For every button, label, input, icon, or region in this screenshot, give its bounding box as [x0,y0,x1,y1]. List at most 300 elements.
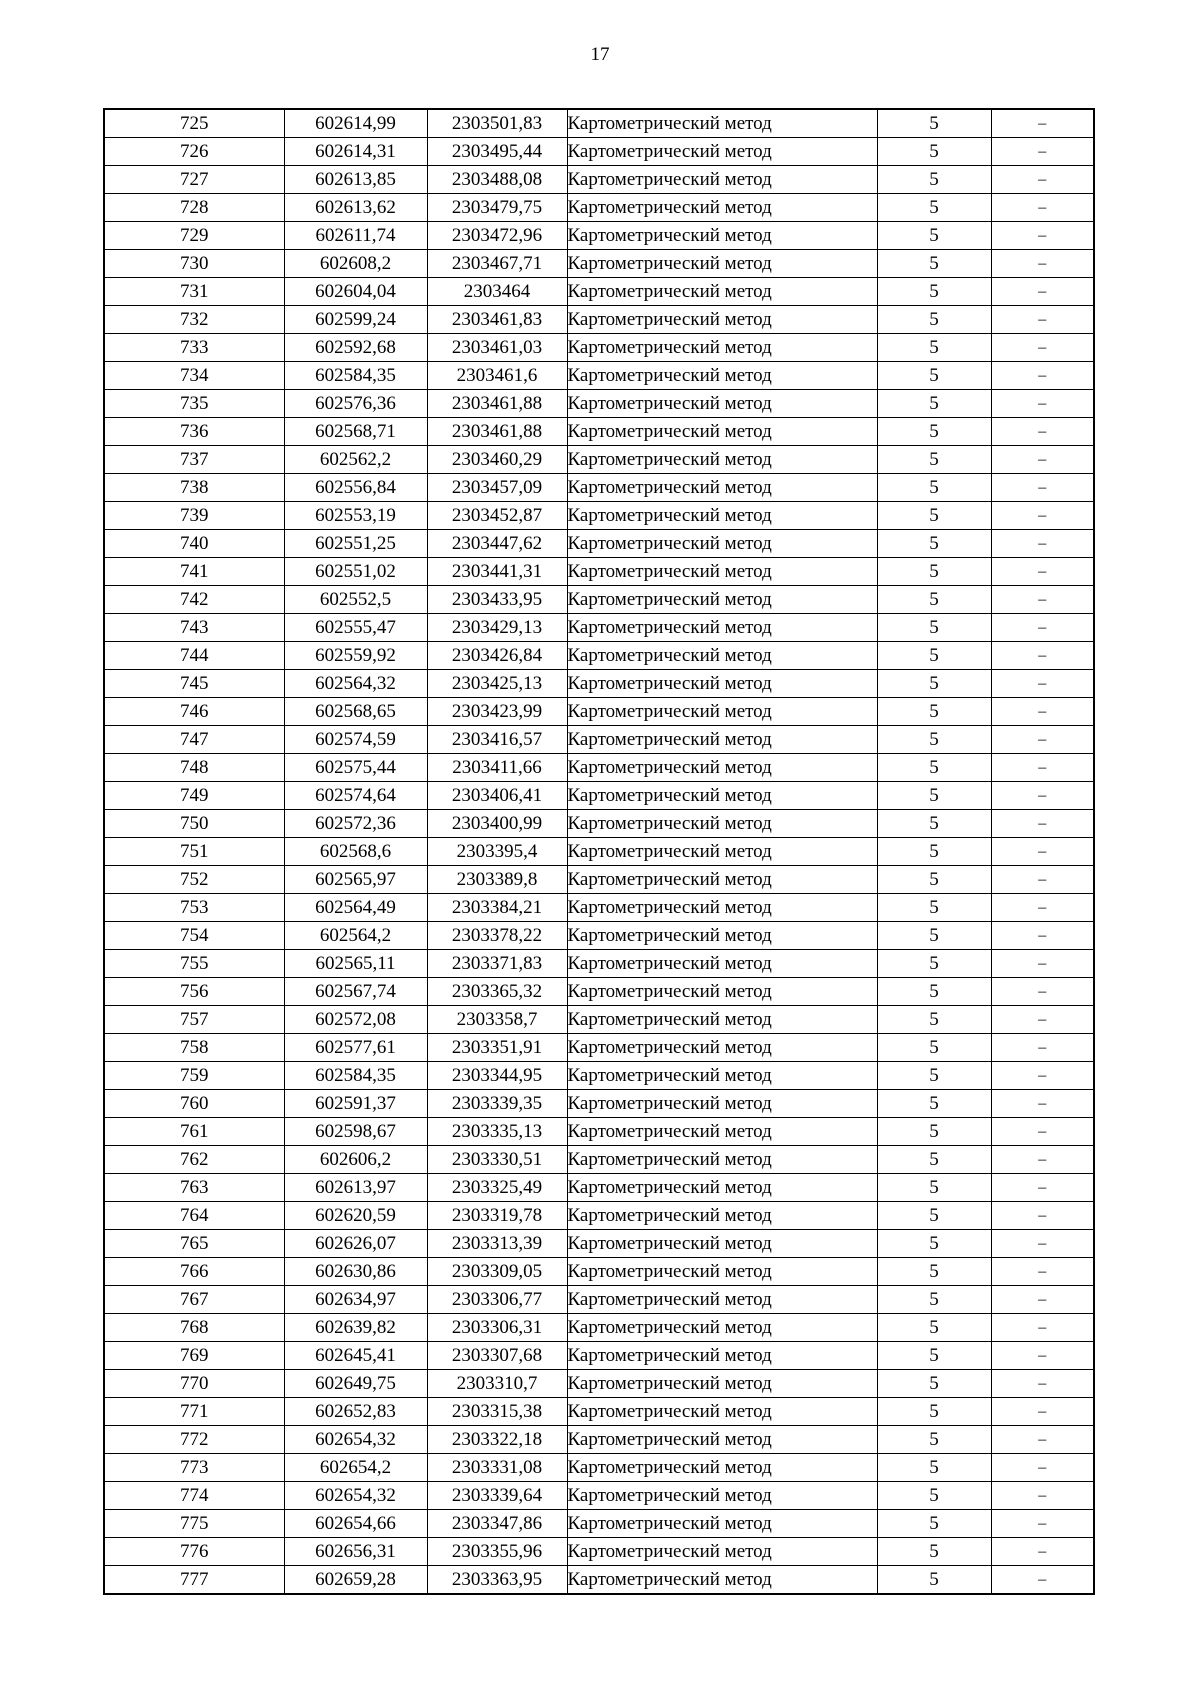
description-cell [991,1342,1094,1370]
x-coordinate-cell: 602584,35 [284,362,427,390]
y-coordinate-cell: 2303344,95 [427,1062,567,1090]
dash-mark: – [1038,451,1047,468]
x-coordinate-cell: 602564,2 [284,922,427,950]
dash-mark: – [1038,311,1047,328]
y-coordinate-cell: 2303365,32 [427,978,567,1006]
description-cell [991,418,1094,446]
x-coordinate-cell: 602659,28 [284,1566,427,1595]
point-number-cell: 755 [104,950,284,978]
x-coordinate-cell: 602630,86 [284,1258,427,1286]
accuracy-cell: 5 [877,894,991,922]
x-coordinate-cell: 602604,04 [284,278,427,306]
x-coordinate-cell: 602592,68 [284,334,427,362]
accuracy-cell: 5 [877,194,991,222]
method-cell: Картометрический метод [567,166,877,194]
y-coordinate-cell: 2303472,96 [427,222,567,250]
accuracy-cell: 5 [877,1146,991,1174]
description-cell [991,1538,1094,1566]
method-cell: Картометрический метод [567,1090,877,1118]
table-row [104,838,1094,866]
accuracy-cell: 5 [877,1454,991,1482]
x-coordinate-cell: 602572,08 [284,1006,427,1034]
method-cell: Картометрический метод [567,306,877,334]
point-number-cell: 731 [104,278,284,306]
accuracy-cell: 5 [877,754,991,782]
point-number-cell: 738 [104,474,284,502]
point-number-cell: 748 [104,754,284,782]
accuracy-cell: 5 [877,1370,991,1398]
point-number-cell: 730 [104,250,284,278]
y-coordinate-cell: 2303461,88 [427,418,567,446]
dash-mark: – [1038,927,1047,944]
table-row [104,334,1094,362]
accuracy-cell: 5 [877,586,991,614]
point-number-cell: 759 [104,1062,284,1090]
table-row [104,894,1094,922]
x-coordinate-cell: 602620,59 [284,1202,427,1230]
y-coordinate-cell: 2303330,51 [427,1146,567,1174]
method-cell: Картометрический метод [567,1370,877,1398]
description-cell [991,109,1094,138]
method-cell: Картометрический метод [567,138,877,166]
point-number-cell: 749 [104,782,284,810]
description-cell [991,166,1094,194]
method-cell: Картометрический метод [567,978,877,1006]
y-coordinate-cell: 2303423,99 [427,698,567,726]
table-row [104,782,1094,810]
method-cell: Картометрический метод [567,362,877,390]
x-coordinate-cell: 602645,41 [284,1342,427,1370]
accuracy-cell: 5 [877,334,991,362]
dash-mark: – [1038,1235,1047,1252]
x-coordinate-cell: 602626,07 [284,1230,427,1258]
accuracy-cell: 5 [877,1090,991,1118]
y-coordinate-cell: 2303389,8 [427,866,567,894]
method-cell: Картометрический метод [567,1566,877,1595]
table-row [104,1314,1094,1342]
point-number-cell: 734 [104,362,284,390]
method-cell: Картометрический метод [567,502,877,530]
y-coordinate-cell: 2303339,35 [427,1090,567,1118]
x-coordinate-cell: 602599,24 [284,306,427,334]
dash-mark: – [1038,1263,1047,1280]
method-cell: Картометрический метод [567,838,877,866]
y-coordinate-cell: 2303479,75 [427,194,567,222]
description-cell [991,1370,1094,1398]
y-coordinate-cell: 2303457,09 [427,474,567,502]
point-number-cell: 767 [104,1286,284,1314]
method-cell: Картометрический метод [567,1286,877,1314]
y-coordinate-cell: 2303495,44 [427,138,567,166]
y-coordinate-cell: 2303425,13 [427,670,567,698]
accuracy-cell: 5 [877,1230,991,1258]
table-row [104,1062,1094,1090]
accuracy-cell: 5 [877,418,991,446]
method-cell: Картометрический метод [567,1342,877,1370]
description-cell [991,1230,1094,1258]
accuracy-cell: 5 [877,222,991,250]
dash-mark: – [1038,759,1047,776]
x-coordinate-cell: 602639,82 [284,1314,427,1342]
dash-mark: – [1038,115,1047,132]
x-coordinate-cell: 602598,67 [284,1118,427,1146]
y-coordinate-cell: 2303452,87 [427,502,567,530]
table-row [104,1230,1094,1258]
description-cell [991,362,1094,390]
y-coordinate-cell: 2303322,18 [427,1426,567,1454]
y-coordinate-cell: 2303384,21 [427,894,567,922]
method-cell: Картометрический метод [567,894,877,922]
point-number-cell: 741 [104,558,284,586]
point-number-cell: 745 [104,670,284,698]
x-coordinate-cell: 602552,5 [284,586,427,614]
description-cell [991,950,1094,978]
x-coordinate-cell: 602556,84 [284,474,427,502]
table-row [104,1202,1094,1230]
method-cell: Картометрический метод [567,1118,877,1146]
accuracy-cell: 5 [877,1006,991,1034]
y-coordinate-cell: 2303315,38 [427,1398,567,1426]
point-number-cell: 743 [104,614,284,642]
dash-mark: – [1038,647,1047,664]
x-coordinate-cell: 602614,99 [284,109,427,138]
description-cell [991,1314,1094,1342]
table-row [104,418,1094,446]
y-coordinate-cell: 2303429,13 [427,614,567,642]
table-row [104,1454,1094,1482]
y-coordinate-cell: 2303358,7 [427,1006,567,1034]
point-number-cell: 756 [104,978,284,1006]
method-cell: Картометрический метод [567,558,877,586]
x-coordinate-cell: 602613,97 [284,1174,427,1202]
x-coordinate-cell: 602559,92 [284,642,427,670]
table-row [104,1538,1094,1566]
point-number-cell: 768 [104,1314,284,1342]
table-row [104,558,1094,586]
y-coordinate-cell: 2303339,64 [427,1482,567,1510]
y-coordinate-cell: 2303306,31 [427,1314,567,1342]
table-row [104,390,1094,418]
table-row [104,194,1094,222]
point-number-cell: 769 [104,1342,284,1370]
description-cell [991,1566,1094,1595]
method-cell: Картометрический метод [567,1006,877,1034]
accuracy-cell: 5 [877,1174,991,1202]
table-row [104,138,1094,166]
dash-mark: – [1038,1515,1047,1532]
table-row [104,978,1094,1006]
dash-mark: – [1038,1459,1047,1476]
accuracy-cell: 5 [877,1202,991,1230]
x-coordinate-cell: 602555,47 [284,614,427,642]
x-coordinate-cell: 602614,31 [284,138,427,166]
method-cell: Картометрический метод [567,1034,877,1062]
description-cell [991,922,1094,950]
point-number-cell: 739 [104,502,284,530]
accuracy-cell: 5 [877,1538,991,1566]
table-row [104,726,1094,754]
x-coordinate-cell: 602575,44 [284,754,427,782]
description-cell [991,698,1094,726]
table-row [104,1482,1094,1510]
method-cell: Картометрический метод [567,1426,877,1454]
description-cell [991,1258,1094,1286]
point-number-cell: 766 [104,1258,284,1286]
x-coordinate-cell: 602553,19 [284,502,427,530]
description-cell [991,1146,1094,1174]
dash-mark: – [1038,227,1047,244]
dash-mark: – [1038,1347,1047,1364]
accuracy-cell: 5 [877,278,991,306]
method-cell: Картометрический метод [567,1230,877,1258]
point-number-cell: 765 [104,1230,284,1258]
dash-mark: – [1038,423,1047,440]
dash-mark: – [1038,255,1047,272]
method-cell: Картометрический метод [567,866,877,894]
x-coordinate-cell: 602568,71 [284,418,427,446]
method-cell: Картометрический метод [567,1174,877,1202]
description-cell [991,1482,1094,1510]
x-coordinate-cell: 602551,25 [284,530,427,558]
table-row [104,950,1094,978]
method-cell: Картометрический метод [567,390,877,418]
dash-mark: – [1038,983,1047,1000]
y-coordinate-cell: 2303378,22 [427,922,567,950]
description-cell [991,1118,1094,1146]
x-coordinate-cell: 602649,75 [284,1370,427,1398]
point-number-cell: 728 [104,194,284,222]
y-coordinate-cell: 2303467,71 [427,250,567,278]
table-row [104,1566,1094,1595]
accuracy-cell: 5 [877,138,991,166]
y-coordinate-cell: 2303416,57 [427,726,567,754]
point-number-cell: 763 [104,1174,284,1202]
method-cell: Картометрический метод [567,222,877,250]
table-row [104,586,1094,614]
description-cell [991,586,1094,614]
dash-mark: – [1038,1571,1047,1588]
method-cell: Картометрический метод [567,278,877,306]
accuracy-cell: 5 [877,362,991,390]
description-cell [991,866,1094,894]
point-number-cell: 762 [104,1146,284,1174]
description-cell [991,222,1094,250]
point-number-cell: 732 [104,306,284,334]
dash-mark: – [1038,367,1047,384]
x-coordinate-cell: 602656,31 [284,1538,427,1566]
x-coordinate-cell: 602562,2 [284,446,427,474]
accuracy-cell: 5 [877,642,991,670]
accuracy-cell: 5 [877,614,991,642]
x-coordinate-cell: 602576,36 [284,390,427,418]
method-cell: Картометрический метод [567,474,877,502]
table-row [104,109,1094,138]
accuracy-cell: 5 [877,978,991,1006]
accuracy-cell: 5 [877,1398,991,1426]
y-coordinate-cell: 2303461,88 [427,390,567,418]
y-coordinate-cell: 2303411,66 [427,754,567,782]
description-cell [991,838,1094,866]
x-coordinate-cell: 602654,32 [284,1482,427,1510]
dash-mark: – [1038,1403,1047,1420]
dash-mark: – [1038,283,1047,300]
table-row [104,474,1094,502]
accuracy-cell: 5 [877,698,991,726]
dash-mark: – [1038,731,1047,748]
x-coordinate-cell: 602608,2 [284,250,427,278]
dash-mark: – [1038,1487,1047,1504]
point-number-cell: 770 [104,1370,284,1398]
y-coordinate-cell: 2303351,91 [427,1034,567,1062]
point-number-cell: 750 [104,810,284,838]
dash-mark: – [1038,1039,1047,1056]
method-cell: Картометрический метод [567,642,877,670]
x-coordinate-cell: 602634,97 [284,1286,427,1314]
description-cell [991,558,1094,586]
x-coordinate-cell: 602567,74 [284,978,427,1006]
point-number-cell: 757 [104,1006,284,1034]
y-coordinate-cell: 2303347,86 [427,1510,567,1538]
table-row [104,446,1094,474]
method-cell: Картометрический метод [567,698,877,726]
dash-mark: – [1038,535,1047,552]
method-cell: Картометрический метод [567,446,877,474]
method-cell: Картометрический метод [567,922,877,950]
y-coordinate-cell: 2303319,78 [427,1202,567,1230]
x-coordinate-cell: 602584,35 [284,1062,427,1090]
x-coordinate-cell: 602564,32 [284,670,427,698]
point-number-cell: 725 [104,109,284,138]
dash-mark: – [1038,955,1047,972]
table-row [104,502,1094,530]
accuracy-cell: 5 [877,109,991,138]
y-coordinate-cell: 2303306,77 [427,1286,567,1314]
y-coordinate-cell: 2303426,84 [427,642,567,670]
x-coordinate-cell: 602577,61 [284,1034,427,1062]
accuracy-cell: 5 [877,950,991,978]
accuracy-cell: 5 [877,1566,991,1595]
method-cell: Картометрический метод [567,782,877,810]
method-cell: Картометрический метод [567,1398,877,1426]
dash-mark: – [1038,619,1047,636]
dash-mark: – [1038,563,1047,580]
page-number: 17 [590,44,610,65]
method-cell: Картометрический метод [567,586,877,614]
y-coordinate-cell: 2303464 [427,278,567,306]
description-cell [991,1006,1094,1034]
table-row [104,1370,1094,1398]
description-cell [991,1510,1094,1538]
dash-mark: – [1038,899,1047,916]
table-row [104,866,1094,894]
dash-mark: – [1038,143,1047,160]
point-number-cell: 729 [104,222,284,250]
accuracy-cell: 5 [877,1286,991,1314]
y-coordinate-cell: 2303460,29 [427,446,567,474]
point-number-cell: 737 [104,446,284,474]
table-row [104,1090,1094,1118]
description-cell [991,1062,1094,1090]
point-number-cell: 752 [104,866,284,894]
description-cell [991,894,1094,922]
y-coordinate-cell: 2303395,4 [427,838,567,866]
accuracy-cell: 5 [877,838,991,866]
accuracy-cell: 5 [877,558,991,586]
x-coordinate-cell: 602568,6 [284,838,427,866]
table-row [104,1398,1094,1426]
y-coordinate-cell: 2303310,7 [427,1370,567,1398]
y-coordinate-cell: 2303331,08 [427,1454,567,1482]
point-number-cell: 760 [104,1090,284,1118]
table-row [104,810,1094,838]
table-row [104,1006,1094,1034]
description-cell [991,1454,1094,1482]
accuracy-cell: 5 [877,502,991,530]
table-row [104,1174,1094,1202]
y-coordinate-cell: 2303363,95 [427,1566,567,1595]
description-cell [991,1202,1094,1230]
dash-mark: – [1038,591,1047,608]
method-cell: Картометрический метод [567,109,877,138]
x-coordinate-cell: 602611,74 [284,222,427,250]
y-coordinate-cell: 2303355,96 [427,1538,567,1566]
accuracy-cell: 5 [877,446,991,474]
dash-mark: – [1038,395,1047,412]
dash-mark: – [1038,1291,1047,1308]
description-cell [991,530,1094,558]
point-number-cell: 764 [104,1202,284,1230]
description-cell [991,978,1094,1006]
accuracy-cell: 5 [877,1034,991,1062]
description-cell [991,474,1094,502]
table-row [104,754,1094,782]
accuracy-cell: 5 [877,866,991,894]
point-number-cell: 740 [104,530,284,558]
accuracy-cell: 5 [877,1314,991,1342]
accuracy-cell: 5 [877,810,991,838]
coordinates-table-body [104,109,1094,1594]
point-number-cell: 758 [104,1034,284,1062]
accuracy-cell: 5 [877,1510,991,1538]
x-coordinate-cell: 602564,49 [284,894,427,922]
method-cell: Картометрический метод [567,250,877,278]
point-number-cell: 771 [104,1398,284,1426]
accuracy-cell: 5 [877,166,991,194]
description-cell [991,194,1094,222]
description-cell [991,614,1094,642]
method-cell: Картометрический метод [567,1202,877,1230]
coordinates-table [103,108,1095,1595]
table-row [104,614,1094,642]
table-row [104,1426,1094,1454]
description-cell [991,502,1094,530]
method-cell: Картометрический метод [567,1454,877,1482]
x-coordinate-cell: 602652,83 [284,1398,427,1426]
x-coordinate-cell: 602654,66 [284,1510,427,1538]
point-number-cell: 751 [104,838,284,866]
accuracy-cell: 5 [877,250,991,278]
dash-mark: – [1038,1123,1047,1140]
method-cell: Картометрический метод [567,754,877,782]
y-coordinate-cell: 2303400,99 [427,810,567,838]
dash-mark: – [1038,703,1047,720]
dash-mark: – [1038,1431,1047,1448]
accuracy-cell: 5 [877,670,991,698]
description-cell [991,334,1094,362]
dash-mark: – [1038,1207,1047,1224]
method-cell: Картометрический метод [567,950,877,978]
point-number-cell: 761 [104,1118,284,1146]
